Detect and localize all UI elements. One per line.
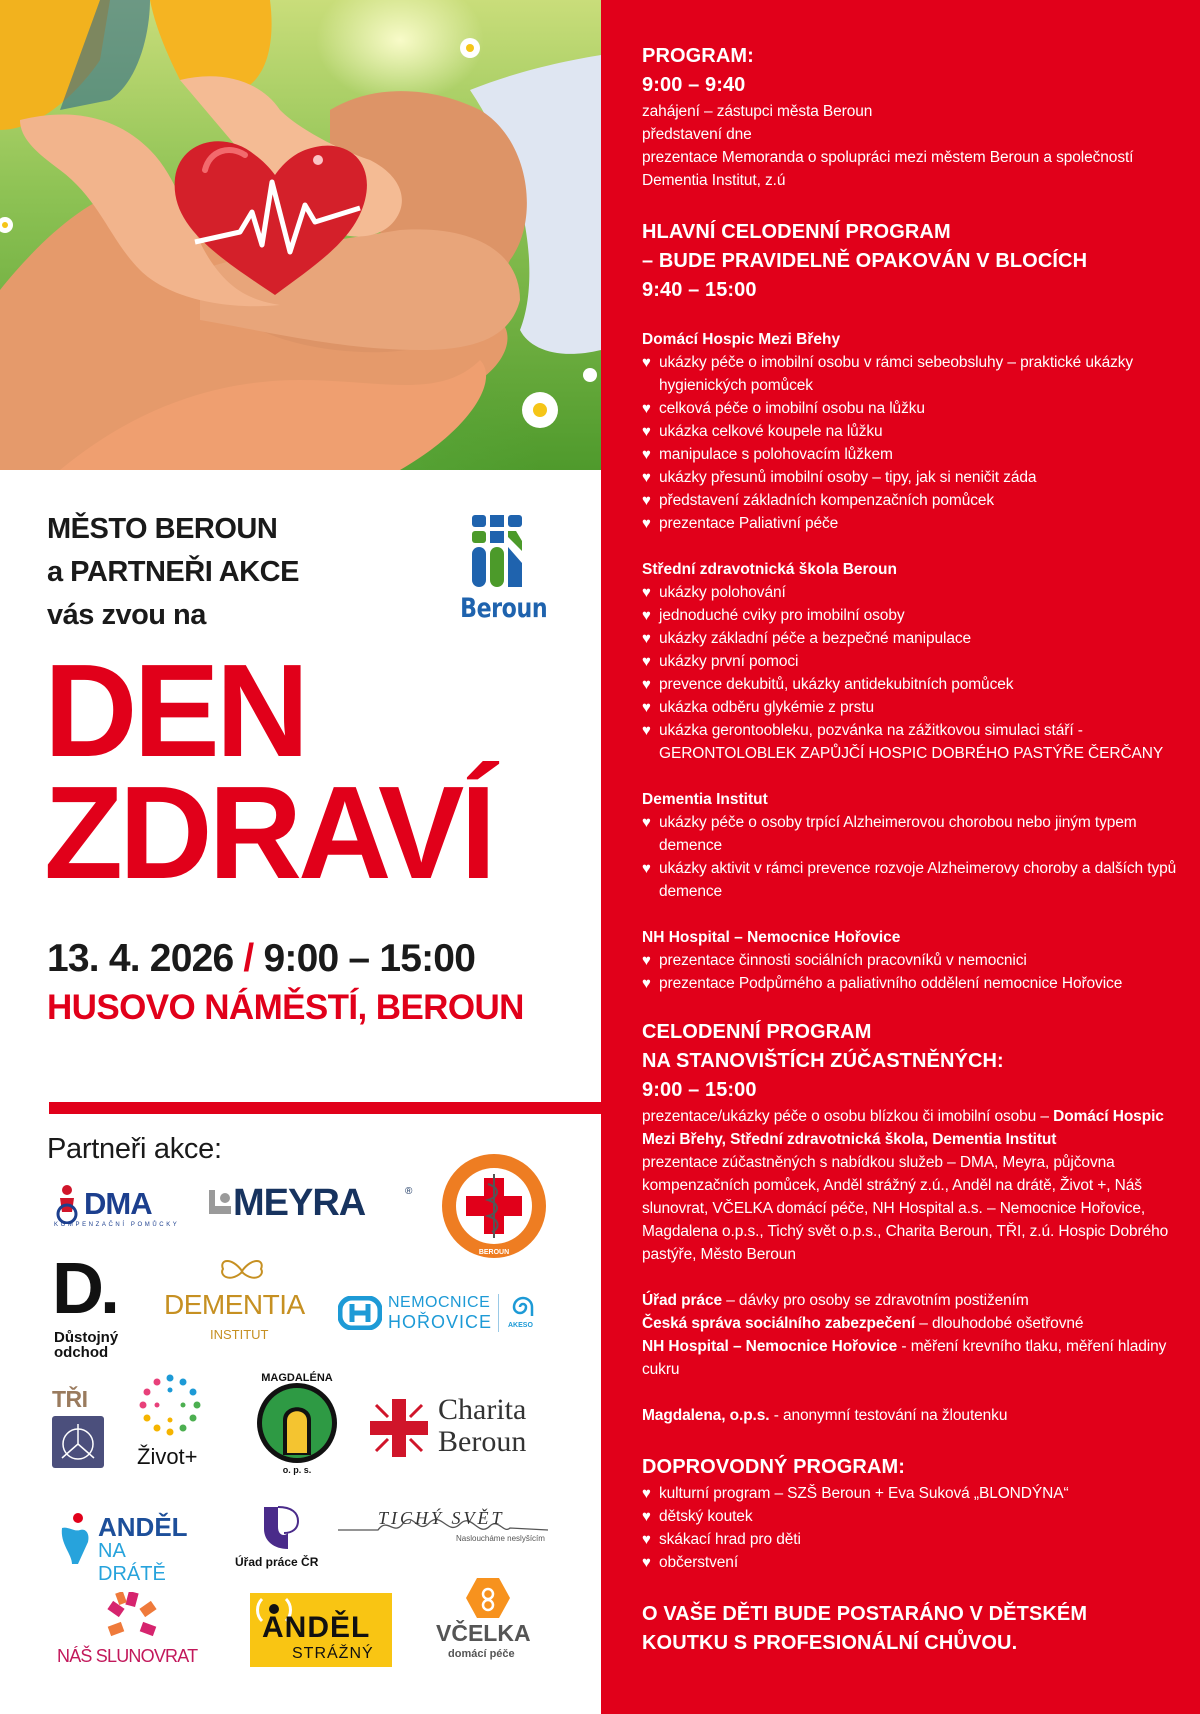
- akeso-text: AKESO: [508, 1322, 533, 1329]
- partner-logo-szs-beroun: [440, 1152, 548, 1260]
- hero-illustration-hands-holding-heart: [0, 0, 601, 470]
- nh-mark-icon: [338, 1296, 382, 1330]
- stations-time: 9:00 – 15:00: [642, 1079, 757, 1101]
- list-item: ♥ jednoduché cviky pro imobilní osoby: [642, 604, 1182, 627]
- heart-bullet-icon: ♥: [642, 1531, 651, 1548]
- charita-text: Charita: [438, 1393, 527, 1426]
- wheelchair-person-icon: [52, 1184, 82, 1224]
- magdalena-line: Magdalena, o.p.s. - anonymní testování na žloutenku: [642, 1407, 1008, 1424]
- heart-bullet-icon: ♥: [642, 354, 651, 371]
- event-title: [44, 637, 493, 906]
- stations-paragraph-2: prezentace zúčastněných s nabídkou služeb – DMA, Meyra, půjčovna kompenzačních pomůcek, Anděl strážný z.ú., Anděl na drátě, Život +, Náš slunovrat, VČELKA domácí péče, NH Hospital a.s. – Nemocnice Hořovice, Magdalena o.p.s., Tichý svět o.p.s., Charita Beroun, TŘI, z.ú. Hospic Dobrého pastýře, Město Beroun: [642, 1154, 1169, 1263]
- heart-bullet-icon: ♥: [642, 722, 651, 739]
- list-item: ♥ manipulace s polohovacím lůžkem: [642, 443, 1182, 466]
- butterfly-icon: [217, 1255, 267, 1287]
- beroun-wordmark: Beroun: [460, 593, 548, 624]
- invitation-text: [47, 508, 299, 637]
- heart-bullet-icon: ♥: [642, 653, 651, 670]
- partner-logo-dementia-institut: [162, 1255, 322, 1350]
- program-content: [642, 42, 1182, 1658]
- up-mark-icon: [258, 1505, 302, 1551]
- opening-line: Dementia Institut, z.ú: [642, 172, 786, 189]
- heart-bullet-icon: ♥: [642, 975, 651, 992]
- partner-logo-urad-prace: [233, 1505, 328, 1575]
- hand-alarm-icon: [58, 1510, 94, 1566]
- list-item: ♥ ukázka odběru glykémie z prstu: [642, 696, 1182, 719]
- stations-heading-1: CELODENNÍ PROGRAM: [642, 1021, 872, 1043]
- odchod-text: odchod: [54, 1344, 109, 1361]
- heart-bullet-icon: ♥: [642, 952, 651, 969]
- institut-text: INSTITUT: [210, 1327, 269, 1342]
- partner-logo-tri: [52, 1386, 108, 1470]
- list-item: ♥ prevence dekubitů, ukázky antidekubitních pomůcek: [642, 673, 1182, 696]
- invite-line-1: MĚSTO BEROUN: [47, 513, 278, 545]
- list-item: ♥ celková péče o imobilní osobu na lůžku: [642, 397, 1182, 420]
- meyra-wordmark: MEYRA: [233, 1182, 366, 1224]
- horovice-text: HOŘOVICE: [388, 1312, 493, 1332]
- heart-bullet-icon: ♥: [642, 860, 651, 877]
- zivot-dots-ring-icon: [135, 1372, 205, 1444]
- partner-logo-vcelka: [430, 1578, 550, 1668]
- na-drate-text: NA DRÁTĚ: [98, 1540, 166, 1585]
- heart-bullet-icon: ♥: [642, 492, 651, 509]
- date-separator: /: [243, 937, 254, 980]
- meyra-mark-icon: [205, 1188, 233, 1218]
- dustojny-text: Důstojný: [54, 1329, 119, 1346]
- partner-logo-magdalena: [245, 1365, 350, 1475]
- list-item: ♥ ukázky přesunů imobilní osoby – tipy, jak si neničit záda: [642, 466, 1182, 489]
- dma-wordmark: DMA: [84, 1186, 152, 1221]
- heart-bullet-icon: ♥: [642, 699, 651, 716]
- list-item: ♥ prezentace Paliativní péče: [642, 512, 1182, 535]
- akeso-spiral-icon: [510, 1294, 536, 1320]
- andel-strazny-text: ANDĚL: [262, 1611, 371, 1644]
- invite-line-2: a PARTNEŘI AKCE: [47, 556, 299, 588]
- event-date: 13. 4. 2026: [47, 937, 234, 980]
- partner-logo-zivot-plus: [135, 1372, 215, 1472]
- opening-line: představení dne: [642, 126, 752, 143]
- zivot-wordmark: Život+: [137, 1444, 198, 1469]
- title-line-1: DEN: [44, 637, 306, 784]
- svg-text:MAGDALÉNA: MAGDALÉNA: [261, 1372, 333, 1384]
- block-org-szs: Střední zdravotnická škola Beroun: [642, 561, 897, 578]
- partner-logo-nemocnice-horovice: [338, 1292, 548, 1337]
- heart-bullet-icon: ♥: [642, 676, 651, 693]
- vcelka-tagline: domácí péče: [448, 1648, 515, 1660]
- list-item: ♥ ukázky základní péče a bezpečné manipulace: [642, 627, 1182, 650]
- list-item: ♥ ukázky péče o imobilní osobu v rámci sebeobsluhy – praktické ukázky hygienických pomůcek: [642, 351, 1182, 397]
- charita-beroun-text: Beroun: [438, 1425, 527, 1458]
- magdalena-tower-icon: [245, 1365, 350, 1475]
- opening-time: 9:00 – 9:40: [642, 74, 746, 96]
- list-item: ♥ prezentace Podpůrného a paliativního oddělení nemocnice Hořovice: [642, 972, 1182, 995]
- opening-line: prezentace Memoranda o spolupráci mezi městem Beroun a společností: [642, 149, 1134, 166]
- heart-bullet-icon: ♥: [642, 584, 651, 601]
- slunovrat-star-icon: [99, 1592, 165, 1644]
- event-date-time: [47, 937, 475, 981]
- medical-school-badge-icon: [440, 1152, 548, 1260]
- service-line: NH Hospital – Nemocnice Hořovice - měření krevního tlaku, měření hladiny cukru: [642, 1338, 1167, 1378]
- beroun-emblem-icon: [452, 513, 542, 593]
- program-heading: PROGRAM:: [642, 45, 754, 67]
- hexagon-bee-icon: [466, 1578, 510, 1618]
- main-program-time: 9:40 – 15:00: [642, 279, 757, 301]
- block-org-hospic: Domácí Hospic Mezi Břehy: [642, 331, 841, 348]
- vcelka-text: VČELKA: [436, 1620, 531, 1646]
- charita-cross-icon: [370, 1399, 428, 1457]
- list-item: ♥ ukázky první pomoci: [642, 650, 1182, 673]
- list-item: ♥ skákací hrad pro děti: [642, 1528, 1182, 1551]
- nemocnice-text: NEMOCNICE: [388, 1294, 491, 1311]
- heart-bullet-icon: ♥: [642, 515, 651, 532]
- invite-line-3: vás zvou na: [47, 599, 206, 631]
- heart-bullet-icon: ♥: [642, 469, 651, 486]
- childcare-note-line-1: O VAŠE DĚTI BUDE POSTARÁNO V DĚTSKÉM: [642, 1603, 1088, 1625]
- list-item: ♥ ukázka celkové koupele na lůžku: [642, 420, 1182, 443]
- red-divider: [49, 1102, 609, 1114]
- dementia-wordmark: DEMENTIA: [164, 1289, 305, 1320]
- partner-logo-meyra: [205, 1182, 415, 1222]
- event-time: 9:00 – 15:00: [263, 937, 476, 980]
- stations-paragraph-1: prezentace/ukázky péče o osobu blízkou či imobilní osobu – Domácí Hospic Mezi Břehy, Střední zdravotnická škola, Dementia Institut: [642, 1108, 1164, 1148]
- partner-logo-andel-strazny: [250, 1593, 392, 1667]
- partner-logo-dustojny-odchod: [52, 1249, 152, 1363]
- heart-bullet-icon: ♥: [642, 400, 651, 417]
- partner-logo-andel-na-drate: [58, 1510, 198, 1585]
- tichy-svet-text: TICHÝ SVĚT: [378, 1508, 505, 1528]
- childcare-note-line-2: KOUTKU S PROFESIONÁLNÍ CHŮVOU.: [642, 1632, 1018, 1654]
- list-item: ♥ dětský koutek: [642, 1505, 1182, 1528]
- list-item: ♥ občerstvení: [642, 1551, 1182, 1574]
- event-place: HUSOVO NÁMĚSTÍ, BEROUN: [47, 988, 524, 1027]
- urad-prace-text: Úřad práce ČR: [235, 1555, 319, 1569]
- heart-bullet-icon: ♥: [642, 1485, 651, 1502]
- block-org-dementia: Dementia Institut: [642, 791, 768, 808]
- block-org-nh-hospital: NH Hospital – Nemocnice Hořovice: [642, 929, 901, 946]
- svg-text:BEROUN: BEROUN: [478, 1249, 510, 1256]
- beroun-city-logo: [452, 513, 548, 628]
- hands-heart-illustration: [0, 0, 601, 470]
- list-item: ♥ ukázky polohování: [642, 581, 1182, 604]
- partners-label: Partneři akce:: [47, 1133, 222, 1165]
- partner-logo-nas-slunovrat: [57, 1592, 207, 1667]
- tichy-svet-tagline: Nasloucháme neslyšícím: [456, 1534, 545, 1543]
- list-item: ♥ ukázka gerontoobleku, pozvánka na zážitkovou simulaci stáří - GERONTOLOBLEK ZAPŮJČÍ HOSPIC DOBRÉHO PASTÝŘE ČERČANY: [642, 719, 1182, 765]
- d-wordmark: D.: [52, 1249, 116, 1329]
- partner-logo-dma: [52, 1182, 187, 1232]
- heart-bullet-icon: ♥: [642, 423, 651, 440]
- list-item: ♥ kulturní program – SZŠ Beroun + Eva Suková „BLONDÝNA“: [642, 1482, 1182, 1505]
- title-line-2: ZDRAVÍ: [44, 759, 493, 906]
- list-item: ♥ prezentace činnosti sociálních pracovníků v nemocnici: [642, 949, 1182, 972]
- meyra-registered-mark: ®: [405, 1186, 413, 1197]
- stations-heading-2: NA STANOVIŠTÍCH ZÚČASTNĚNÝCH:: [642, 1050, 1004, 1072]
- list-item: ♥ ukázky aktivit v rámci prevence rozvoje Alzheimerovy choroby a dalších typů demence: [642, 857, 1182, 903]
- heart-bullet-icon: ♥: [642, 630, 651, 647]
- list-item: ♥ představení základních kompenzačních pomůcek: [642, 489, 1182, 512]
- main-program-heading-2: – BUDE PRAVIDELNĚ OPAKOVÁN V BLOCÍCH: [642, 250, 1088, 272]
- andel-text: ANDĚL: [98, 1512, 188, 1542]
- service-line: Česká správa sociálního zabezpečení – dlouhodobé ošetřovné: [642, 1315, 1084, 1332]
- heart-bullet-icon: ♥: [642, 607, 651, 624]
- list-item: ♥ ukázky péče o osoby trpící Alzheimerovou chorobou nebo jiným typem demence: [642, 811, 1182, 857]
- svg-text:o. p. s.: o. p. s.: [282, 1465, 312, 1475]
- opening-line: zahájení – zástupci města Beroun: [642, 103, 873, 120]
- side-program-heading: DOPROVODNÝ PROGRAM:: [642, 1456, 906, 1478]
- heart-bullet-icon: ♥: [642, 446, 651, 463]
- partner-logo-tichy-svet: [338, 1508, 548, 1558]
- partner-logo-charita-beroun: [370, 1395, 550, 1460]
- strazny-text: STRÁŽNÝ: [292, 1645, 374, 1662]
- heart-bullet-icon: ♥: [642, 1554, 651, 1571]
- heart-bullet-icon: ♥: [642, 1508, 651, 1525]
- dma-tagline: KOMPENZAČNÍ POMŮCKY: [54, 1222, 180, 1228]
- service-line: Úřad práce – dávky pro osoby se zdravotním postižením: [642, 1292, 1029, 1309]
- nas-slunovrat-text: NÁŠ SLUNOVRAT: [57, 1646, 198, 1666]
- program-panel: [601, 0, 1200, 1714]
- tri-emblem-icon: [52, 1416, 104, 1468]
- logo-separator: [498, 1294, 499, 1332]
- tri-wordmark: TŘI: [52, 1386, 88, 1412]
- heart-bullet-icon: ♥: [642, 814, 651, 831]
- main-program-heading-1: HLAVNÍ CELODENNÍ PROGRAM: [642, 221, 951, 243]
